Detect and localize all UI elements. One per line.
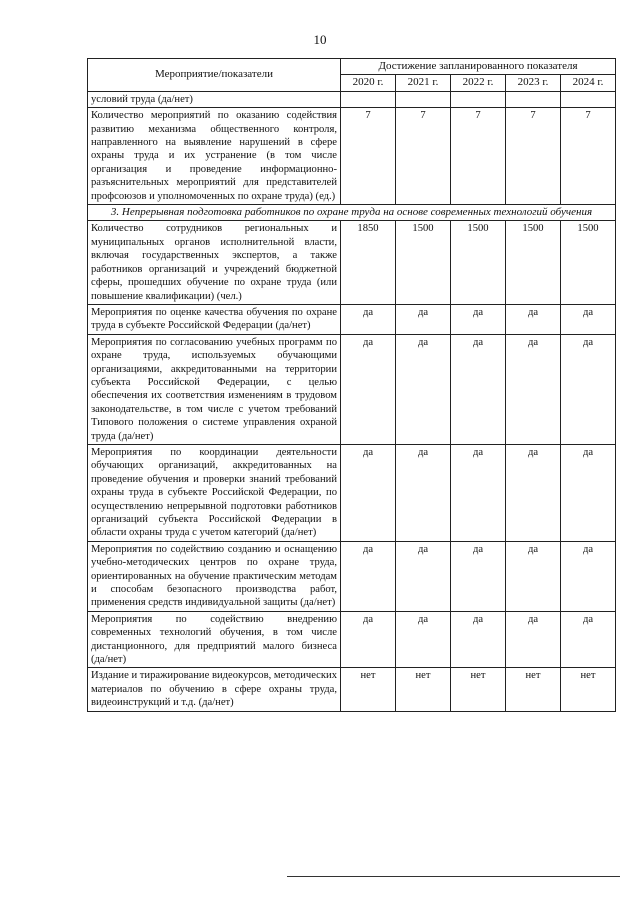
table-row	[88, 108, 616, 205]
value-cell: да	[451, 611, 506, 668]
value-cell: да	[341, 444, 396, 541]
table-row	[88, 221, 616, 304]
row-description: Издание и тиражирование видеокурсов, методических материалов по обучению в сфере охраны труда, видеоинструкций и т.д. (да/нет)	[88, 668, 341, 711]
table-row	[88, 668, 616, 711]
value-cell: нет	[396, 668, 451, 711]
value-cell: 1850	[341, 221, 396, 304]
value-cell: да	[341, 541, 396, 611]
value-cell: да	[341, 334, 396, 444]
value-cell: 7	[506, 108, 561, 205]
row-description: Количество мероприятий по оказанию содействия развитию механизма общественного контроля, направленного на выявление нарушений в сфере охраны труда и их устранение (в том числе организация и проведение информационно-разъяснительных мероприятий для представителей профсоюзов и уполномоченных по охране труда) (ед.)	[88, 108, 341, 205]
value-cell: нет	[451, 668, 506, 711]
value-cell: 7	[396, 108, 451, 205]
value-cell: да	[451, 334, 506, 444]
row-description: Мероприятия по содействию внедрению современных технологий обучения, в том числе дистанционного, для предприятий малого бизнеса (да/нет)	[88, 611, 341, 668]
value-cell: 7	[341, 108, 396, 205]
empty-cell	[341, 91, 396, 107]
value-cell: да	[341, 304, 396, 334]
year-header: 2021 г.	[396, 75, 451, 91]
value-cell: 7	[451, 108, 506, 205]
value-cell: да	[506, 334, 561, 444]
value-cell: да	[506, 444, 561, 541]
value-cell: да	[451, 304, 506, 334]
value-cell: нет	[561, 668, 616, 711]
value-cell: да	[561, 334, 616, 444]
value-cell: да	[506, 611, 561, 668]
value-cell: нет	[506, 668, 561, 711]
empty-cell	[506, 91, 561, 107]
value-cell: да	[396, 334, 451, 444]
year-header: 2024 г.	[561, 75, 616, 91]
value-cell: да	[341, 611, 396, 668]
column-header-measure: Мероприятие/показатели	[88, 59, 341, 92]
row-description: Количество сотрудников региональных и муниципальных органов исполнительной власти, включая государственных экспертов, а также работников организаций и учреждений бюджетной сферы, прошедших обучение по охране труда (или повышение квалификации) (чел.)	[88, 221, 341, 304]
table-row	[88, 611, 616, 668]
year-header: 2022 г.	[451, 75, 506, 91]
value-cell: да	[451, 541, 506, 611]
row-description: Мероприятия по координации деятельности обучающих организаций, аккредитованных на проведение обучения и проверки знаний требований охраны труда в субъекте Российской Федерации, по осуществлению непрерывной подготовки работников организаций субъекта Российской Федерации в области охраны труда с учетом категорий (да/нет)	[88, 444, 341, 541]
value-cell: да	[561, 611, 616, 668]
page-number: 10	[313, 32, 327, 47]
value-cell: да	[561, 541, 616, 611]
section-row	[88, 205, 616, 221]
value-cell: да	[506, 304, 561, 334]
table-row	[88, 541, 616, 611]
value-cell: да	[561, 304, 616, 334]
empty-cell	[451, 91, 506, 107]
row-description: Мероприятия по содействию созданию и оснащению учебно-методических центров по охране труда, ориентированных на обучение практическим методам и способам безопасного производства работ, применения средств индивидуальной защиты (да/нет)	[88, 541, 341, 611]
value-cell: да	[396, 611, 451, 668]
row-description: Мероприятия по оценке качества обучения по охране труда в субъекте Российской Федерации (да/нет)	[88, 304, 341, 334]
year-header: 2020 г.	[341, 75, 396, 91]
value-cell: да	[396, 541, 451, 611]
header-row-top	[88, 59, 616, 75]
table-row	[88, 444, 616, 541]
value-cell: да	[396, 444, 451, 541]
footer-divider	[287, 876, 620, 877]
column-header-group: Достижение запланированного показателя	[341, 59, 616, 75]
row-description: Мероприятия по согласованию учебных программ по охране труда, используемых обучающими организациями, аккредитованными на территории субъекта Российской Федерации, с целью обеспечения их соответствия изменениям в трудовом законодательстве, в том числе с учетом требований Типового положения о системе управления охраной труда (да/нет)	[88, 334, 341, 444]
value-cell: 1500	[506, 221, 561, 304]
value-cell: да	[561, 444, 616, 541]
empty-cell	[396, 91, 451, 107]
section-title: 3. Непрерывная подготовка работников по охране труда на основе современных технологий обучения	[88, 205, 616, 221]
value-cell: 1500	[451, 221, 506, 304]
value-cell: да	[506, 541, 561, 611]
carry-over-row	[88, 91, 616, 107]
indicators-table	[87, 58, 616, 712]
carry-over-text: условий труда (да/нет)	[88, 91, 341, 107]
value-cell: 1500	[561, 221, 616, 304]
table-row	[88, 304, 616, 334]
table-row	[88, 334, 616, 444]
value-cell: да	[396, 304, 451, 334]
empty-cell	[561, 91, 616, 107]
value-cell: да	[451, 444, 506, 541]
value-cell: нет	[341, 668, 396, 711]
value-cell: 7	[561, 108, 616, 205]
year-header: 2023 г.	[506, 75, 561, 91]
value-cell: 1500	[396, 221, 451, 304]
